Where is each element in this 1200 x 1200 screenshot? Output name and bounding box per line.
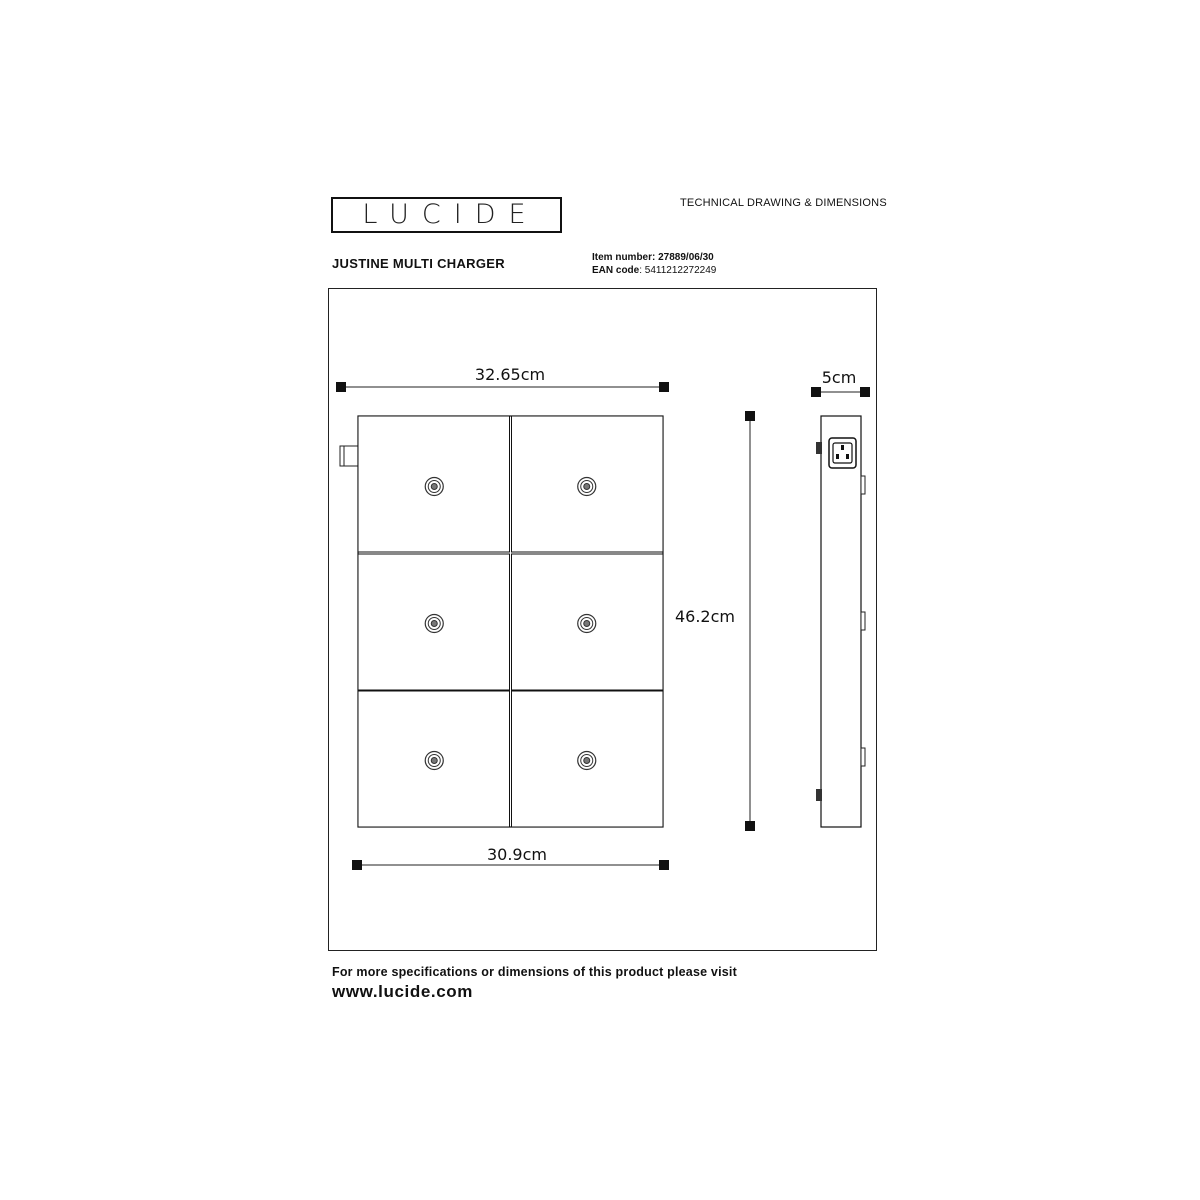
- charger-indicator-icon: [431, 484, 437, 490]
- charger-indicator-icon: [584, 484, 590, 490]
- width-top-label: 32.65cm: [474, 365, 546, 384]
- side-knob-bottom: [816, 789, 822, 801]
- height-label: 46.2cm: [674, 607, 736, 626]
- document-type: TECHNICAL DRAWING & DIMENSIONS: [680, 197, 887, 209]
- front-view: [340, 416, 663, 827]
- dimension-depth: [811, 368, 870, 397]
- depth-label: 5cm: [821, 368, 857, 387]
- product-name: JUSTINE MULTI CHARGER: [332, 256, 505, 271]
- ean-label: EAN code: [592, 265, 640, 276]
- side-body: [821, 416, 861, 827]
- side-view: [816, 416, 865, 827]
- dimension-width-top: [336, 365, 669, 392]
- dimension-width-bottom: [352, 845, 669, 870]
- cable-connector: [340, 446, 358, 466]
- item-number-value: 27889/06/30: [658, 252, 714, 263]
- ean-value: : 5411212272249: [639, 265, 717, 276]
- dimension-height: [675, 411, 755, 831]
- power-socket-icon: [829, 438, 856, 468]
- charger-indicator-icon: [584, 758, 590, 764]
- footer-url[interactable]: www.lucide.com: [332, 982, 473, 1001]
- brand-logo-text: LUCIDE: [362, 199, 539, 230]
- side-knob-top: [816, 442, 822, 454]
- charger-indicator-icon: [431, 758, 437, 764]
- item-number-label: Item number:: [592, 252, 656, 263]
- charger-indicator-icon: [584, 621, 590, 627]
- width-bottom-label: 30.9cm: [486, 845, 548, 864]
- charger-indicator-icon: [431, 621, 437, 627]
- footer-note: For more specifications or dimensions of this product please visit: [332, 965, 737, 979]
